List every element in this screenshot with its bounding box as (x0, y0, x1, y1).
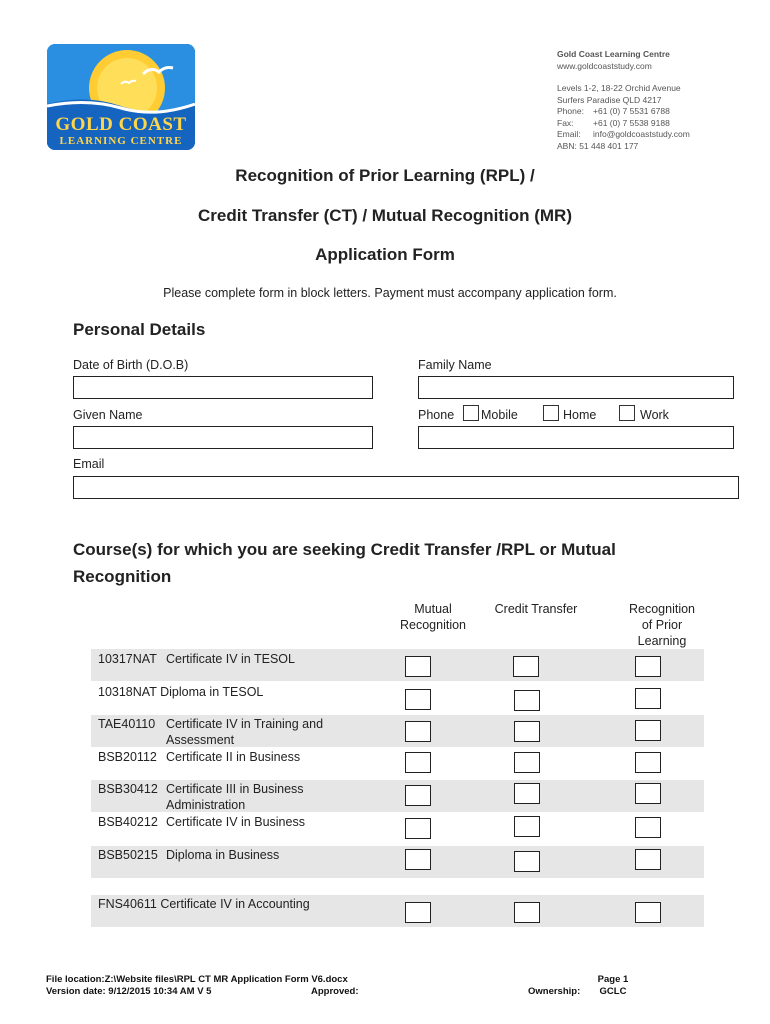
page-number: Page 1 (597, 974, 629, 985)
logo-line-2: LEARNING CENTRE (59, 135, 183, 147)
course-code: BSB30412 (98, 782, 158, 796)
ct-checkbox[interactable] (514, 721, 540, 742)
course-code: BSB40212 (98, 815, 158, 829)
course-name: Certificate IV in TESOL (166, 652, 295, 666)
logo-line-1: GOLD COAST (55, 114, 187, 135)
courses-heading: Course(s) for which you are seeking Credit Transfer /RPL or Mutual Recognition (73, 540, 616, 586)
col-mr-line-2: Recognition (399, 618, 466, 632)
ct-checkbox[interactable] (513, 656, 539, 677)
phone-label: Phone (418, 408, 455, 422)
org-name: Gold Coast Learning Centre (557, 49, 670, 59)
mr-checkbox[interactable] (405, 902, 431, 923)
rpl-checkbox[interactable] (635, 849, 661, 870)
col-rpl-line-3: Learning (637, 634, 687, 648)
mr-checkbox[interactable] (405, 785, 431, 806)
col-rpl (620, 601, 704, 649)
course-code: BSB20112 (98, 750, 157, 764)
course-row (98, 781, 346, 813)
dob-label: Date of Birth (D.O.B) (73, 358, 189, 372)
home-checkbox[interactable] (543, 405, 559, 421)
address-line-2: Surfers Paradise QLD 4217 (557, 94, 662, 105)
course-code: BSB50215 (98, 848, 158, 862)
email-label: Email (73, 457, 105, 471)
title-line-1: Recognition of Prior Learning (RPL) / (235, 166, 535, 185)
course-name: Certificate IV in Training and Assessment (166, 717, 324, 747)
course-row (98, 847, 346, 863)
course-row (98, 814, 346, 830)
mobile-checkbox[interactable] (463, 405, 479, 421)
ct-checkbox[interactable] (514, 783, 540, 804)
fax-label: Fax: (557, 117, 574, 128)
fax-number: +61 (0) 7 5538 9188 (593, 117, 670, 128)
approved-label: Approved: (311, 986, 359, 997)
mr-checkbox[interactable] (405, 656, 431, 677)
email-address: info@goldcoaststudy.com (593, 129, 690, 139)
rpl-checkbox[interactable] (635, 656, 661, 677)
mr-checkbox[interactable] (405, 689, 431, 710)
family-name-label: Family Name (418, 358, 492, 372)
col-rpl-line-1: Recognition (628, 602, 695, 616)
address-line-1: Levels 1-2, 18-22 Orchid Avenue (557, 83, 681, 93)
ct-checkbox[interactable] (514, 816, 540, 837)
course-name: Certificate III in Business Administration (166, 782, 304, 812)
dob-field[interactable] (73, 376, 373, 399)
rpl-checkbox[interactable] (635, 688, 661, 709)
version-date: Version date: 9/12/2015 10:34 AM V 5 (46, 986, 212, 997)
given-name-label: Given Name (73, 408, 143, 422)
mr-checkbox[interactable] (405, 721, 431, 742)
rpl-checkbox[interactable] (635, 817, 661, 838)
col-rpl-line-2: of Prior (641, 618, 683, 632)
gold-coast-logo (47, 44, 195, 150)
course-row (98, 684, 263, 700)
title-line-2: Credit Transfer (CT) / Mutual Recognition (MR) (198, 206, 572, 225)
phone-label: Phone: (557, 106, 584, 116)
mobile-label: Mobile (481, 408, 518, 422)
course-code: TAE40110 (98, 717, 156, 731)
course-row (98, 896, 310, 912)
email-field[interactable] (73, 476, 739, 499)
footer-right (596, 974, 630, 998)
mr-checkbox[interactable] (405, 752, 431, 773)
footer-left (46, 974, 348, 998)
website: www.goldcoaststudy.com (557, 60, 652, 71)
personal-details-heading: Personal Details (73, 320, 206, 339)
ct-checkbox[interactable] (514, 690, 540, 711)
col-credit-transfer: Credit Transfer (494, 602, 578, 616)
course-code: 10317NAT (98, 652, 157, 666)
work-label: Work (640, 408, 669, 422)
abn: ABN: 51 448 401 177 (557, 140, 639, 151)
owner: GCLC (599, 986, 627, 997)
mr-checkbox[interactable] (405, 818, 431, 839)
course-name: Certificate IV in Accounting (160, 897, 310, 911)
rpl-checkbox[interactable] (635, 902, 661, 923)
title-line-3: Application Form (315, 245, 455, 264)
contact-block (557, 49, 690, 152)
course-code: 10318NAT (98, 685, 157, 699)
course-name: Certificate IV in Business (166, 815, 305, 829)
rpl-checkbox[interactable] (635, 720, 661, 741)
rpl-checkbox[interactable] (635, 783, 661, 804)
col-mutual-recognition (393, 601, 473, 633)
ct-checkbox[interactable] (514, 902, 540, 923)
work-checkbox[interactable] (619, 405, 635, 421)
course-row (98, 749, 346, 765)
instructions: Please complete form in block letters. Payment must accompany application form. (163, 286, 617, 300)
course-row (98, 716, 346, 748)
ct-checkbox[interactable] (514, 851, 540, 872)
file-location: File location:Z:\Website files\RPL CT MR Application Form V6.docx (46, 974, 348, 985)
email-label: Email: (557, 129, 581, 139)
rpl-checkbox[interactable] (635, 752, 661, 773)
course-row (98, 651, 346, 667)
course-name: Certificate II in Business (166, 750, 301, 764)
phone-field[interactable] (418, 426, 734, 449)
mr-checkbox[interactable] (405, 849, 431, 870)
col-mr-line-1: Mutual (414, 602, 452, 616)
given-name-field[interactable] (73, 426, 373, 449)
ct-checkbox[interactable] (514, 752, 540, 773)
ownership-label: Ownership: (528, 986, 581, 997)
phone-number: +61 (0) 7 5531 6788 (593, 106, 670, 116)
family-name-field[interactable] (418, 376, 734, 399)
course-name: Diploma in TESOL (160, 685, 264, 699)
course-code: FNS40611 (98, 897, 157, 911)
course-name: Diploma in Business (166, 848, 280, 862)
home-label: Home (563, 408, 597, 422)
